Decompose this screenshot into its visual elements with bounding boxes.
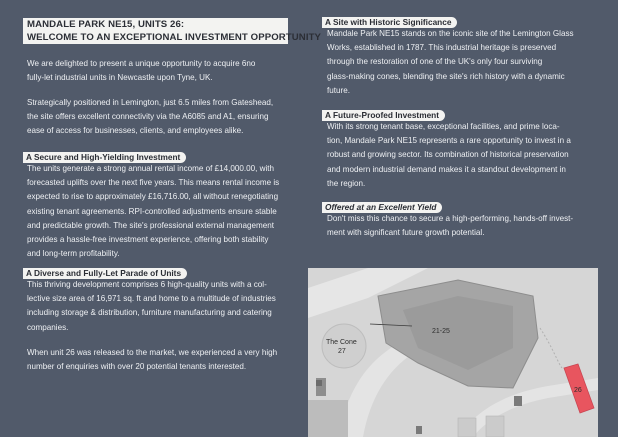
text-line: expected to rise to approximately £16,716.00, all without renegotiating <box>27 192 279 202</box>
secure-heading: A Secure and High-Yielding Investment <box>23 152 186 163</box>
text-line: Don't miss this chance to secure a high-performing, hands-off invest- <box>327 214 574 223</box>
text-line: The units generate a strong annual rental income of £14,000.00, with <box>27 164 275 173</box>
text-line: tion, Mandale Park NE15 represents a rare opportunity to invest in a <box>327 136 571 146</box>
units-21-25-label: 21-25 <box>432 328 450 335</box>
text-line: number of enquiries with over 20 potential tenants interested. <box>27 362 247 372</box>
text-line: fully-let industrial units in Newcastle upon Tyne, UK. <box>27 73 213 83</box>
future-heading: A Future-Proofed Investment <box>322 110 445 121</box>
title-line-1: MANDALE PARK NE15, UNITS 26: <box>27 19 185 30</box>
text-line: companies. <box>27 322 69 332</box>
the-cone-number: 27 <box>338 348 346 355</box>
diverse-heading: A Diverse and Fully-Let Parade of Units <box>23 268 187 279</box>
text-line: the region. <box>327 178 366 188</box>
text-line: We are delighted to present a unique opportunity to acquire 6no <box>27 59 256 68</box>
yield-heading: Offered at an Excellent Yield <box>322 202 442 213</box>
text-line: Works, established in 1787. This industrial heritage is preserved <box>327 43 557 53</box>
text-line: and modern industrial demand makes it a standout development in <box>327 164 566 174</box>
text-line: This thriving development comprises 6 high-quality units with a col- <box>27 280 267 289</box>
text-line: existing tenant agreements. RPI-controlled adjustments ensure stable <box>27 206 277 216</box>
text-line: robust and growing sector. Its combination of historical preservation <box>327 150 569 160</box>
parking-bay <box>458 418 476 437</box>
the-cone-label: The Cone <box>326 339 357 346</box>
text-line: and long-term profitability. <box>27 249 120 259</box>
secure-paragraph <box>27 162 279 261</box>
text-line: ease of access for businesses, clients, and employees alike. <box>27 126 244 136</box>
historic-heading: A Site with Historic Significance <box>322 17 457 28</box>
title-line-2: WELCOME TO AN EXCEPTIONAL INVESTMENT OPPORTUNITY <box>27 31 322 43</box>
text-line: When unit 26 was released to the market, we experienced a very high <box>27 348 278 357</box>
intro-paragraph-2 <box>27 96 273 139</box>
text-line: provides a hassle-free investment experience, offering both stability <box>27 235 269 245</box>
text-line: Strategically positioned in Lemington, just 6.5 miles from Gateshead, <box>27 98 274 107</box>
site-map-drawing <box>308 268 598 437</box>
text-line: through the restoration of one of the UK's only four surviving <box>327 57 543 67</box>
historic-paragraph <box>327 27 574 98</box>
text-line: With its strong tenant base, exceptional facilities, and prime loca- <box>327 122 560 131</box>
diverse-paragraph-2 <box>27 346 277 374</box>
text-line: Mandale Park NE15 stands on the iconic site of the Lemington Glass <box>327 29 574 38</box>
text-line: future. <box>327 85 350 95</box>
the-cone-building <box>322 324 366 368</box>
text-line: lective size area of 16,971 sq. ft and home to a multitude of industries <box>27 294 276 304</box>
unit-26-label: 26 <box>574 387 582 394</box>
small-building <box>514 396 522 406</box>
text-line: the site offers excellent connectivity via the A6085 and A1, ensuring <box>27 112 269 122</box>
future-paragraph <box>327 120 571 191</box>
text-line: forecasted uplifts over the next five years. This means rental income is <box>27 178 280 188</box>
small-building <box>416 426 422 434</box>
page-title <box>23 18 322 44</box>
parking-bay <box>486 416 504 437</box>
yield-paragraph <box>327 212 573 240</box>
intro-paragraph-1 <box>27 57 255 85</box>
diverse-paragraph <box>27 278 276 335</box>
text-line: glass-making cones, blending the site's rich history with a dynamic <box>327 71 565 81</box>
car-park-area <box>308 400 348 437</box>
text-line: and predictable growth. The site's professional external management <box>27 220 275 230</box>
text-line: including storage & distribution, furniture manufacturing and catering <box>27 308 272 318</box>
site-map <box>308 268 598 437</box>
small-building-detail <box>316 380 322 386</box>
text-line: ment with significant future growth potential. <box>327 228 485 238</box>
